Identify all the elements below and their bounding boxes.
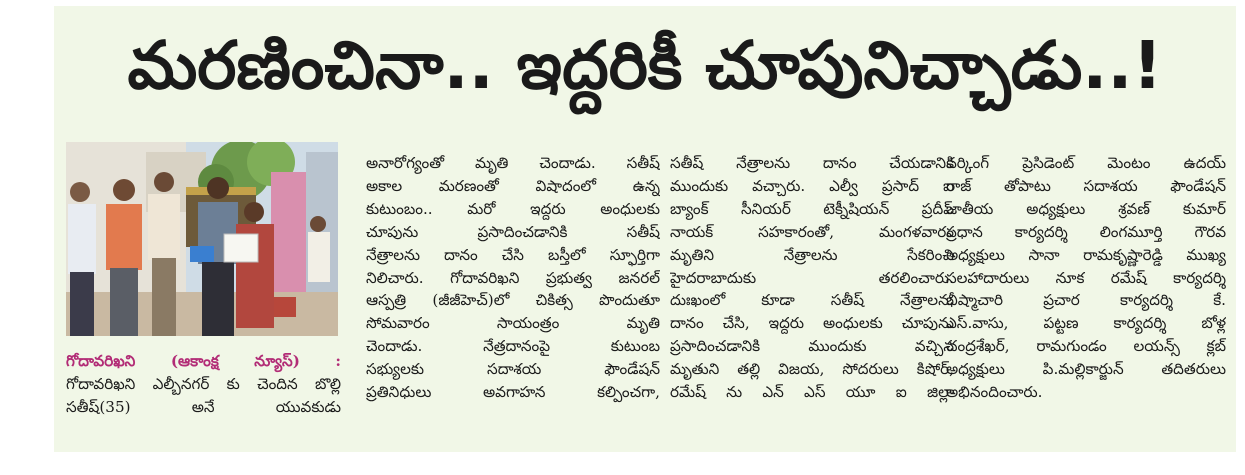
- article-line: చూపును ప్రసాదించడానికి సతీష్: [366, 222, 660, 241]
- article-line: బ్యాంక్ సీనియర్ టెక్నీషియన్ ప్రదీప్: [670, 199, 954, 218]
- article-line: భీష్మాచారి ప్రచార కార్యదర్శి కే.: [946, 291, 1226, 310]
- article-line: ఆస్పత్రి (జీజీహెచ్)లో చికిత్స పొందుతూ: [366, 291, 660, 310]
- article-line: రాజ్ తోపాటు సదాశయ ఫౌండేషన్: [946, 176, 1226, 195]
- article-line: సోమవారం సాయంత్రం మృతి: [366, 314, 660, 333]
- article-line: జాతీయ అధ్యక్షులు శ్రవణ్ కుమార్: [946, 199, 1226, 218]
- article-line: మృతుని తల్లి విజయ, సోదరులు కిషోర్,: [670, 360, 954, 379]
- article-line: అకాల మరణంతో విషాదంలో ఉన్న: [366, 176, 660, 195]
- article-line: కుటుంబం.. మరో ఇద్దరు అంధులకు: [366, 199, 660, 218]
- article-column-3: [670, 152, 954, 404]
- article-line: ప్రసాదించడానికి ముందుకు వచ్చిన: [670, 337, 954, 356]
- article-line: దుఃఖంలో కూడా సతీష్ నేత్రాలను: [670, 291, 954, 310]
- article-line: ప్రధాన కార్యదర్శి లింగమూర్తి గౌరవ: [946, 222, 1226, 241]
- article-line: నేత్రాలను దానం చేసి బస్తీలో స్ఫూర్తిగా: [366, 245, 660, 264]
- article-column-4: [946, 152, 1226, 404]
- article-line: సతీష్(35) అనే యువకుడు: [66, 397, 341, 416]
- article-line: అధ్యక్షులు సానా రామకృష్ణారెడ్డి ముఖ్య: [946, 245, 1226, 264]
- article-line: ముందుకు వచ్చారు. ఎల్వీ ప్రసాద్ ఐ: [670, 176, 954, 195]
- article-column-2: [366, 152, 660, 404]
- article-line: ప్రతినిధులు అవగాహన కల్పించగా,: [366, 383, 660, 402]
- article-line: చెందాడు. నేత్రదానంపై కుటుంబ: [366, 337, 660, 356]
- article-line: రమేష్ ను ఎన్ ఎస్ యూ ఐ జిల్లా: [670, 383, 954, 402]
- article-line: సతీష్ నేత్రాలను దానం చేయడానికి: [670, 154, 954, 172]
- news-credit: గోదావరిఖని (ఆకాంక్ష న్యూస్) :: [66, 352, 341, 370]
- article-line: నాయక్ సహకారంతో, మంగళవారం: [670, 222, 954, 241]
- article-line: చంద్రశేఖర్, రామగుండం లయన్స్ క్లబ్: [946, 337, 1226, 356]
- article-line: ఎస్.వాసు, పట్టణ కార్యదర్శి బోళ్ల: [946, 314, 1226, 333]
- news-clipping: [54, 6, 1236, 452]
- article-line: హైదరాబాదుకు తరలించారు.: [670, 268, 954, 287]
- article-line: సభ్యులకు సదాశయ ఫౌండేషన్: [366, 360, 660, 379]
- news-photo: [66, 142, 338, 336]
- article-line: గోదావరిఖని ఎల్బీనగర్ కు చెందిన బొల్లి: [66, 374, 341, 393]
- article-line: దానం చేసి, ఇద్దరు అంధులకు చూపును: [670, 314, 954, 333]
- article-line: అనారోగ్యంతో మృతి చెందాడు. సతీష్: [366, 154, 660, 172]
- article-line: అధ్యక్షులు పి.మల్లికార్జున్ తదితరులు: [946, 360, 1226, 379]
- article-line: వర్కింగ్ ప్రెసిడెంట్ మెంటం ఉదయ్: [946, 154, 1226, 172]
- headline: మరణించినా.. ఇద్దరికీ చూపునిచ్చాడు..!: [127, 26, 1163, 104]
- article-column-1: [66, 350, 341, 419]
- article-line: నిలిచారు. గోదావరిఖని ప్రభుత్వ జనరల్: [366, 268, 660, 287]
- article-line: అభినందించారు.: [946, 383, 1043, 402]
- article-line: మృతిని నేత్రాలను సేకరించి: [670, 245, 954, 264]
- article-line: సలహాదారులు నూక రమేష్ కార్యదర్శి: [946, 268, 1226, 287]
